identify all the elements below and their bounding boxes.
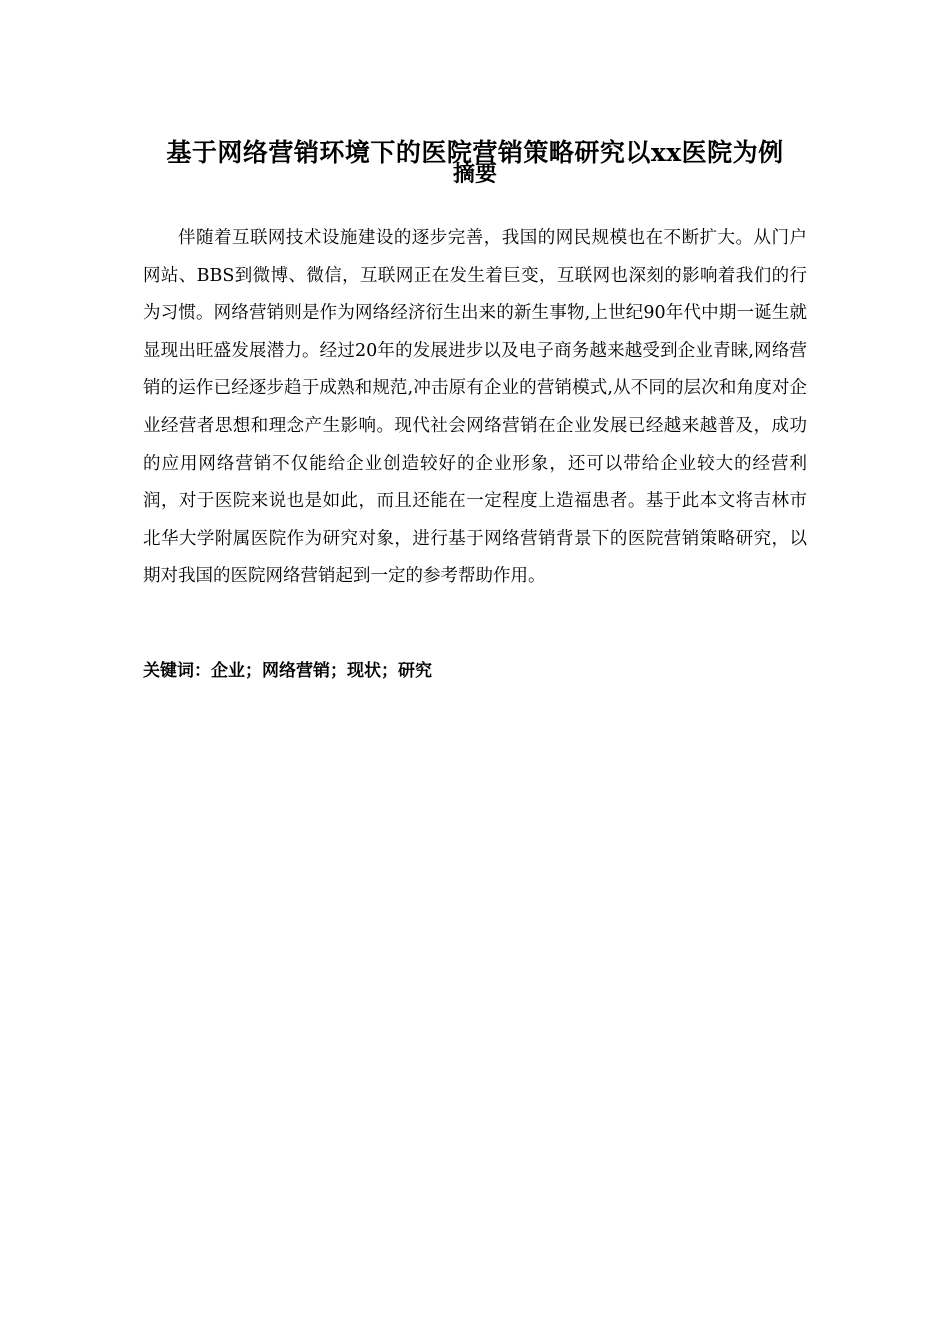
keywords-line: 关键词：企业；网络营销；现状；研究: [143, 661, 432, 681]
abstract-heading: 摘要: [452, 161, 497, 187]
document-title: 基于网络营销环境下的医院营销策略研究以xx医院为例: [166, 138, 784, 167]
abstract-paragraph: 伴随着互联网技术设施建设的逐步完善，我国的网民规模也在不断扩大。从门户网站、BBS到微博、微信，互联网正在发生着巨变，互联网也深刻的影响着我们的行为习惯。网络营销则是作为网络经济衍生出来的新生事物,上世纪90年代中期一诞生就显现出旺盛发展潜力。经过20年的发展进步以及电子商务越来越受到企业青睐,网络营销的运作已经逐步趋于成熟和规范,冲击原有企业的营销模式,从不同的层次和角度对企业经营者思想和理念产生影响。现代社会网络营销在企业发展已经越来越普及，成功的应用网络营销不仅能给企业创造较好的企业形象，还可以带给企业较大的经营利润，对于医院来说也是如此，而且还能在一定程度上造福患者。基于此本文将吉林市北华大学附属医院作为研究对象，进行基于网络营销背景下的医院营销策略研究，以期对我国的医院网络营销起到一定的参考帮助作用。: [143, 228, 807, 587]
